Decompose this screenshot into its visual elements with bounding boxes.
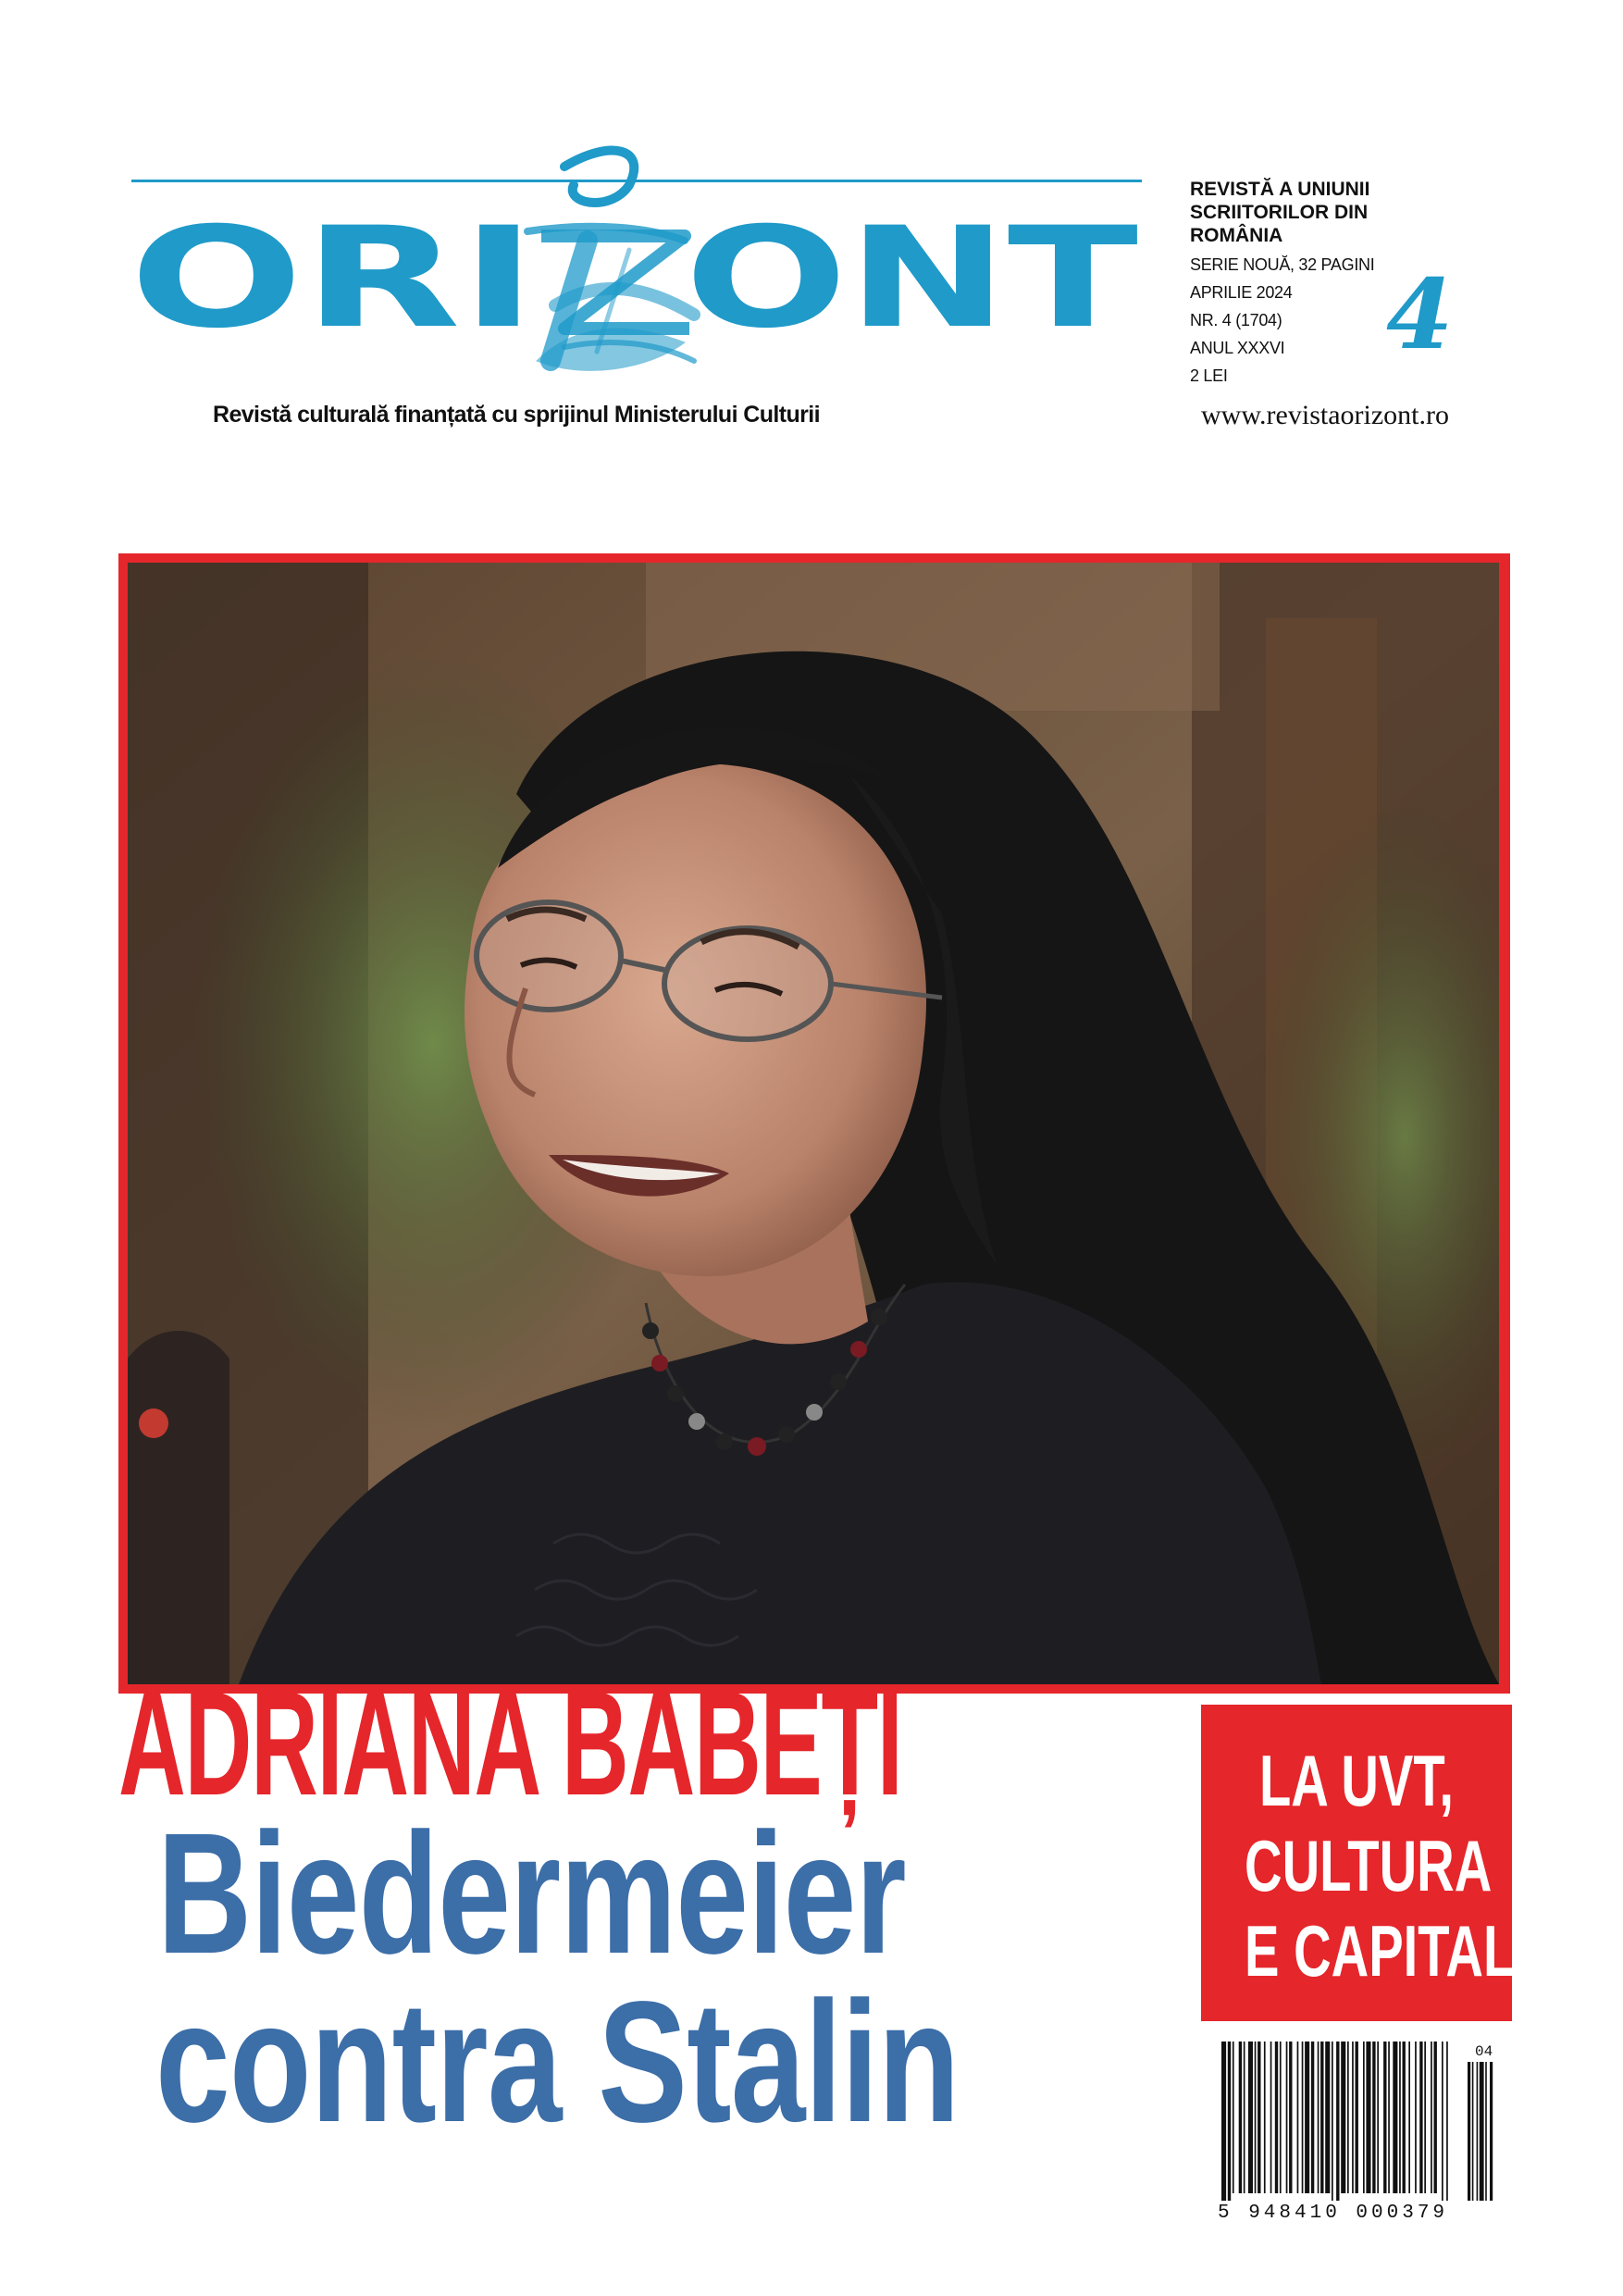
barcode-bar	[1244, 2042, 1245, 2193]
series-line: SERIE NOUĂ, 32 PAGINI	[1190, 255, 1375, 274]
barcode-addon-bar	[1477, 2062, 1479, 2201]
cover-name-headline: ADRIANA BABEȚI	[118, 1660, 902, 1826]
number-line: NR. 4 (1704)	[1190, 311, 1282, 329]
barcode-bar	[1388, 2042, 1390, 2193]
barcode-bar	[1286, 2042, 1288, 2193]
barcode-digits: 5 948410 000379	[1218, 2203, 1449, 2224]
barcode-bar	[1264, 2042, 1266, 2193]
barcode-bar	[1415, 2042, 1417, 2193]
barcode-bar	[1377, 2042, 1379, 2193]
orizont-logo	[130, 130, 1157, 407]
price-line: 2 LEI	[1190, 366, 1228, 385]
side-teaser-box	[1201, 1705, 1553, 2021]
barcode-addon: 04	[1475, 2043, 1493, 2060]
issue-number-big: 4	[1386, 257, 1454, 371]
barcode-bar	[1431, 2042, 1432, 2193]
barcode-bar	[1347, 2042, 1349, 2193]
portrait-photo-icon	[128, 563, 1499, 1684]
barcode-bar	[1434, 2042, 1437, 2193]
barcode-bar	[1305, 2042, 1309, 2193]
year-line: ANUL XXXVI	[1190, 339, 1285, 357]
logo-text-left: ORI	[130, 198, 537, 359]
masthead-subtitle: Revistă culturală finanțată cu sprijinul Ministerului Culturii	[213, 402, 820, 428]
barcode-bar	[1258, 2042, 1260, 2193]
barcode-bar	[1289, 2042, 1292, 2193]
date-line: APRILIE 2024	[1190, 283, 1293, 302]
barcode-bar	[1408, 2042, 1410, 2193]
side-teaser-line-3: E CAPITALĂ	[1245, 1910, 1553, 1992]
barcode-bar	[1297, 2042, 1299, 2193]
barcode-bar	[1320, 2042, 1323, 2193]
barcode-addon-bar	[1490, 2062, 1493, 2201]
barcode-bar	[1363, 2042, 1365, 2193]
barcode-bar	[1393, 2042, 1397, 2193]
barcode-bar	[1275, 2042, 1278, 2193]
barcode-bar	[1311, 2042, 1314, 2193]
barcode-addon-bar	[1472, 2062, 1474, 2201]
barcode-bar	[1341, 2042, 1345, 2193]
barcode-bar	[1336, 2042, 1339, 2201]
publisher-line-1: REVISTĂ A UNIUNII	[1190, 179, 1370, 200]
barcode-bar	[1318, 2042, 1319, 2193]
barcode-bar	[1424, 2042, 1426, 2193]
barcode-bar	[1442, 2042, 1443, 2201]
side-teaser-line-1: LA UVT,	[1258, 1740, 1455, 1821]
logo-text-right: ONT	[685, 198, 1138, 359]
barcode-bar	[1270, 2042, 1272, 2193]
barcode-bar	[1403, 2042, 1406, 2193]
barcode-bar	[1233, 2042, 1234, 2193]
publisher-line-2: SCRIITORILOR DIN	[1190, 202, 1369, 223]
cover-title-line-1: Biedermeier	[157, 1798, 906, 1990]
cover-photo	[128, 563, 1499, 1684]
barcode-bar	[1399, 2042, 1401, 2193]
barcode-bar	[1248, 2042, 1253, 2193]
barcode-bar	[1446, 2042, 1448, 2201]
publisher-line-3: ROMÂNIA	[1190, 225, 1283, 246]
cover-title-line-2: contra Stalin	[155, 1967, 960, 2158]
barcode-bar	[1228, 2042, 1231, 2201]
barcode-addon-bar	[1468, 2062, 1470, 2201]
website-url: www.revistaorizont.ro	[1201, 400, 1449, 430]
barcode-bar	[1255, 2042, 1257, 2193]
barcode-addon-bar	[1485, 2062, 1487, 2201]
barcode-bar	[1372, 2042, 1375, 2193]
barcode-bar	[1302, 2042, 1304, 2193]
barcode-bar	[1383, 2042, 1386, 2193]
barcode-bar	[1280, 2042, 1282, 2193]
barcode-bar	[1366, 2042, 1370, 2193]
barcode-bar	[1352, 2042, 1354, 2193]
barcode-addon-bar	[1480, 2062, 1484, 2201]
barcode-bar	[1356, 2042, 1358, 2193]
side-teaser-line-2: CULTURA	[1245, 1825, 1493, 1906]
barcode-icon	[1218, 2038, 1514, 2223]
barcode-bar	[1332, 2042, 1333, 2201]
barcode-bar	[1419, 2042, 1422, 2193]
barcode-bar	[1221, 2042, 1226, 2201]
barcode-bar	[1325, 2042, 1330, 2193]
barcode-bar	[1239, 2042, 1242, 2193]
brush-swirl-icon	[527, 151, 694, 371]
